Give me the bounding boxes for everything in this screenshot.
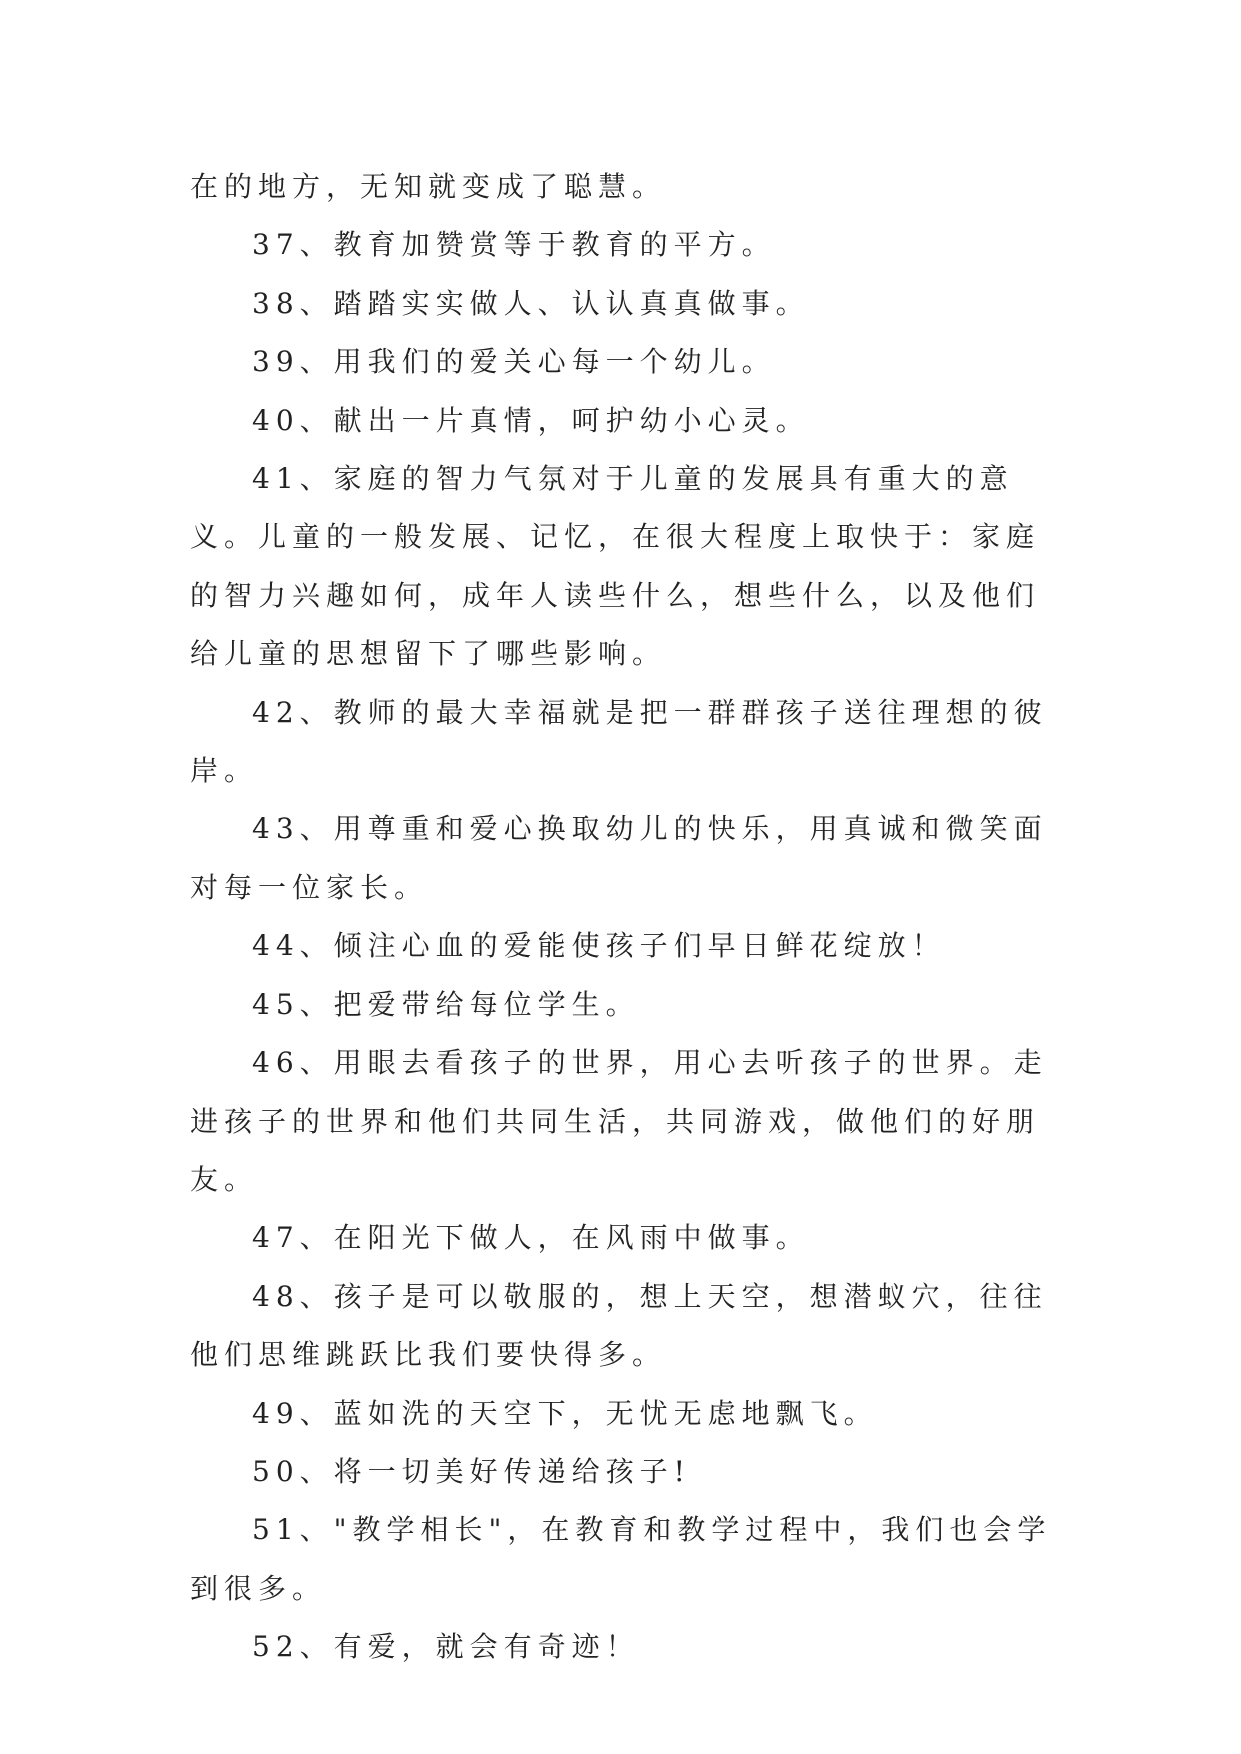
- paragraph-38: 38、踏踏实实做人、认认真真做事。: [252, 286, 810, 320]
- document-body: [190, 158, 1070, 1677]
- paragraph-44: 44、倾注心血的爱能使孩子们早日鲜花绽放！: [252, 929, 946, 963]
- paragraph-49: 49、蓝如洗的天空下，无忧无虑地飘飞。: [252, 1396, 878, 1430]
- paragraph-51: 51、"教学相长"，在教育和教学过程中，我们也会学到很多。: [190, 1513, 1052, 1605]
- paragraph-39: 39、用我们的爱关心每一个幼儿。: [252, 345, 776, 379]
- paragraph-47: 47、在阳光下做人，在风雨中做事。: [252, 1221, 810, 1255]
- paragraph-continuation: 在的地方，无知就变成了聪慧。: [190, 170, 667, 203]
- paragraph-37: 37、教育加赞赏等于教育的平方。: [252, 228, 776, 262]
- paragraph-42: 42、教师的最大幸福就是把一群群孩子送往理想的彼岸。: [190, 695, 1048, 788]
- paragraph-50: 50、将一切美好传递给孩子!: [252, 1454, 691, 1488]
- paragraph-41: 41、家庭的智力气氛对于儿童的发展具有重大的意义。儿童的一般发展、记忆，在很大程度上取快于：家庭的智力兴趣如何，成年人读些什么，想些什么，以及他们给儿童的思想留下了哪些影响。: [190, 462, 1041, 671]
- paragraph-45: 45、把爱带给每位学生。: [252, 987, 640, 1021]
- paragraph-40: 40、献出一片真情，呵护幼小心灵。: [252, 403, 810, 437]
- paragraph-46: 46、用眼去看孩子的世界，用心去听孩子的世界。走进孩子的世界和他们共同生活，共同游戏，做他们的好朋友。: [190, 1046, 1048, 1196]
- paragraph-43: 43、用尊重和爱心换取幼儿的快乐，用真诚和微笑面对每一位家长。: [190, 812, 1048, 904]
- paragraph-52: 52、有爱，就会有奇迹！: [252, 1630, 640, 1664]
- paragraph-48: 48、孩子是可以敬服的，想上天空，想潜蚁穴，往往他们思维跳跃比我们要快得多。: [190, 1279, 1048, 1372]
